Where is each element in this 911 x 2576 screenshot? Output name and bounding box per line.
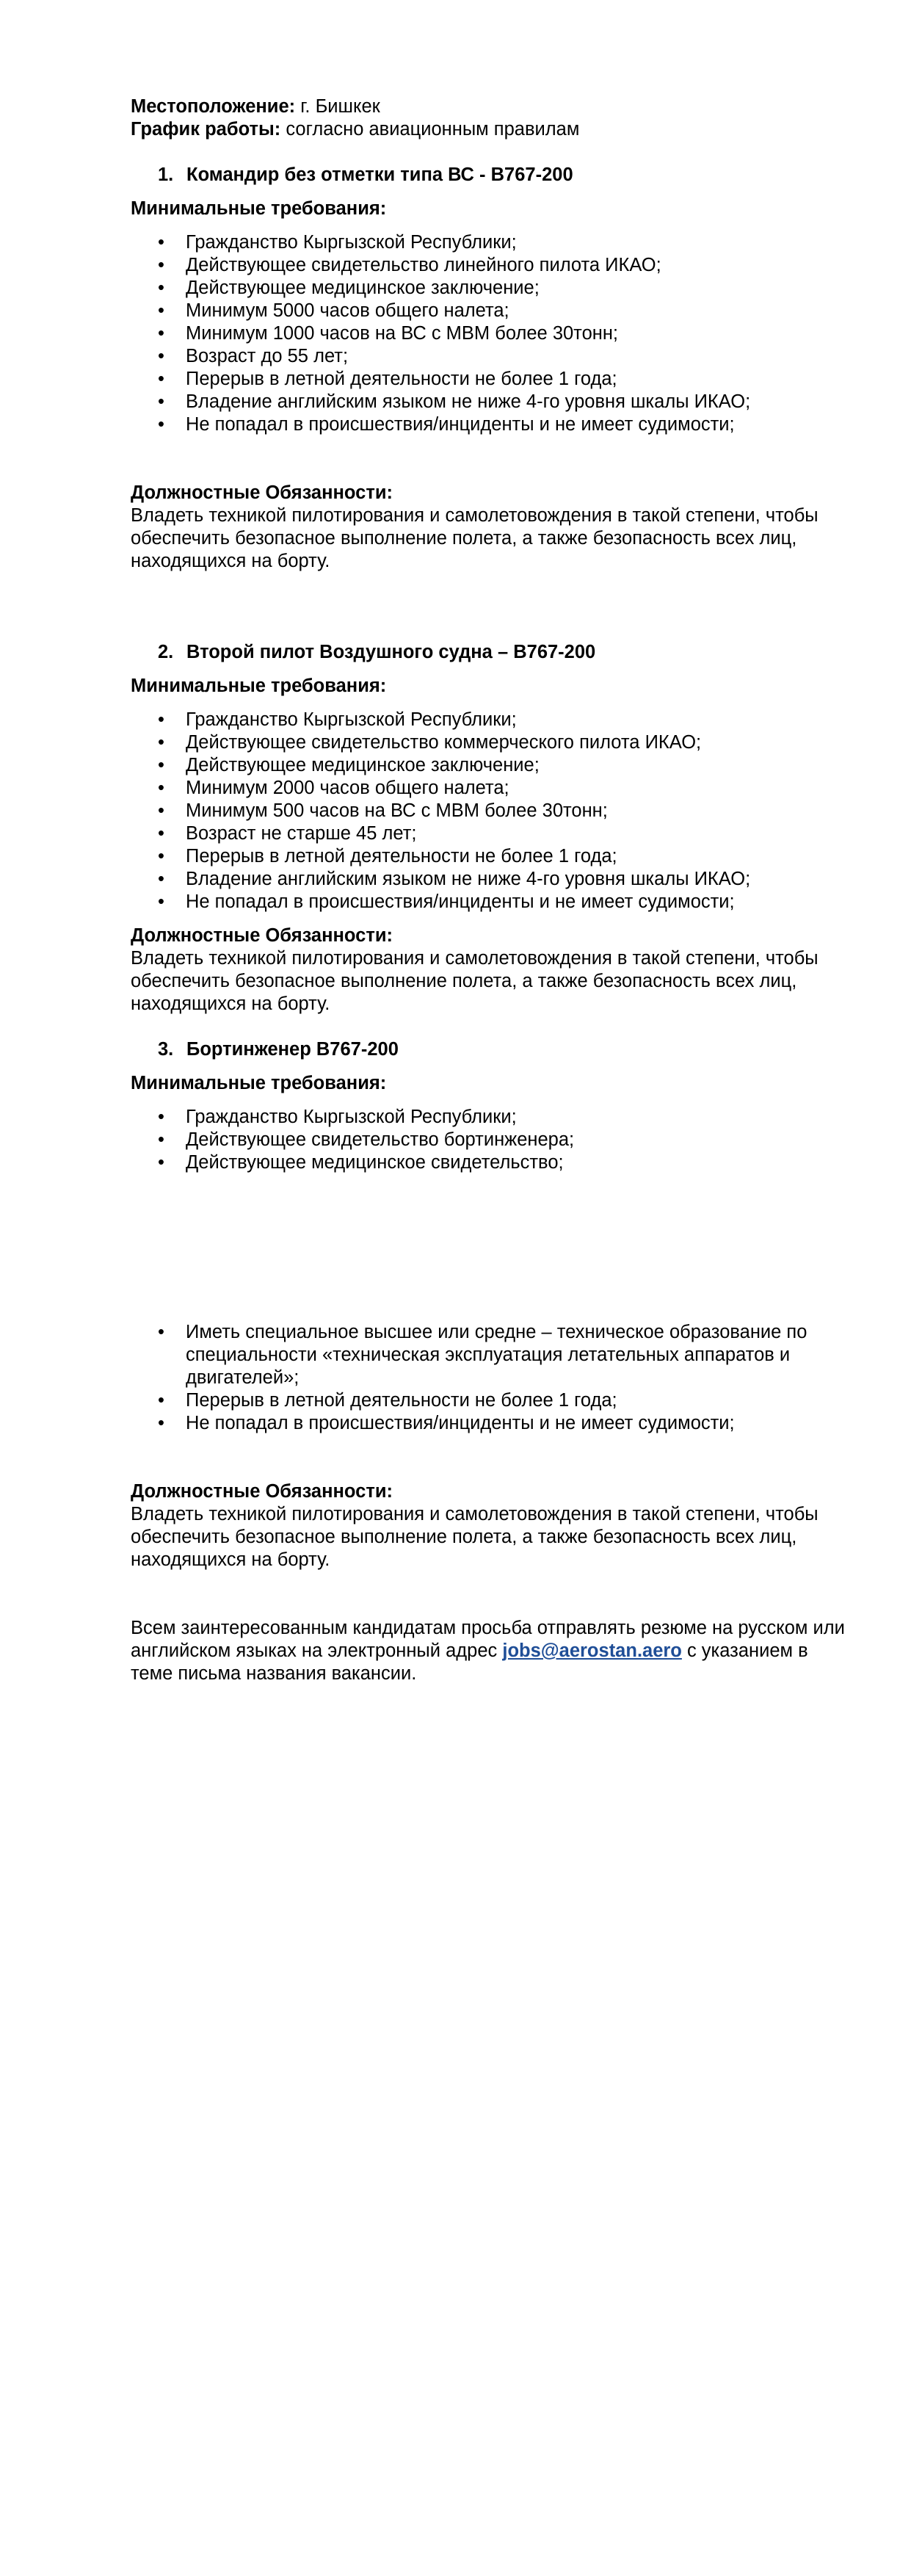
bullet-icon: • [158, 1322, 164, 1342]
schedule-value: согласно авиационным правилам [280, 119, 580, 140]
bullet-icon: • [158, 414, 164, 435]
bullet-icon: • [158, 278, 164, 298]
list-item: • Не попадал в происшествия/инциденты и не имеет судимости; [158, 414, 735, 435]
list-item: • Не попадал в происшествия/инциденты и не имеет судимости; [158, 1413, 735, 1433]
bullet-icon: • [158, 369, 164, 389]
contact-paragraph [131, 1617, 846, 1685]
duties-heading: Должностные Обязанности: [131, 482, 393, 503]
position-title-text: Второй пилот Воздушного судна – В767-200 [186, 642, 596, 662]
duties-heading: Должностные Обязанности: [131, 1481, 393, 1502]
list-item: • Возраст до 55 лет; [158, 346, 349, 366]
position-2 [131, 641, 846, 1016]
position-title [131, 164, 846, 187]
bullet-icon: • [158, 255, 164, 275]
list-item: • Действующее свидетельство линейного пилота ИКАО; [158, 255, 661, 275]
list-item: • Перерыв в летной деятельности не более 1 года; [158, 846, 617, 866]
bullet-icon: • [158, 1107, 164, 1127]
bullet-icon: • [158, 732, 164, 753]
position-title-text: Бортинженер B767-200 [186, 1039, 399, 1060]
email-link[interactable]: jobs@aerostan.aero [502, 1640, 682, 1661]
bullet-icon: • [158, 869, 164, 889]
duties-text: Владеть техникой пилотирования и самолетовождения в такой степени, чтобы обеспечить безопасное выполнение полета, а также безопасность всех лиц, находящихся на борту. [131, 505, 819, 571]
schedule-label: График работы: [131, 119, 281, 140]
location-label: Местоположение: [131, 96, 296, 117]
position-1 [131, 164, 846, 573]
bullet-icon: • [158, 1129, 164, 1150]
location-value: г. Бишкек [295, 96, 380, 117]
position-number: 3. [158, 1039, 174, 1060]
list-item: • Действующее свидетельство бортинженера; [158, 1129, 575, 1150]
list-item: • Минимум 5000 часов общего налета; [158, 300, 509, 321]
bullet-icon: • [158, 391, 164, 412]
schedule-line [131, 118, 846, 141]
duties-text: Владеть техникой пилотирования и самолетовождения в такой степени, чтобы обеспечить безопасное выполнение полета, а также безопасность всех лиц, находящихся на борту. [131, 1504, 819, 1570]
position-number: 1. [158, 164, 174, 185]
bullet-icon: • [158, 323, 164, 344]
list-item: • Действующее медицинское свидетельство; [158, 1152, 564, 1173]
list-item: • Владение английским языком не ниже 4-го уровня шкалы ИКАО; [158, 391, 751, 412]
bullet-icon: • [158, 823, 164, 844]
bullet-icon: • [158, 1152, 164, 1173]
list-item: • Не попадал в происшествия/инциденты и не имеет судимости; [158, 891, 735, 912]
requirements-heading: Минимальные требования: [131, 676, 387, 696]
list-item: • Гражданство Кыргызской Республики; [158, 232, 517, 253]
duties-text: Владеть техникой пилотирования и самолетовождения в такой степени, чтобы обеспечить безопасное выполнение полета, а также безопасность всех лиц, находящихся на борту. [131, 948, 819, 1014]
bullet-icon: • [158, 800, 164, 821]
position-title [131, 1038, 846, 1061]
requirements-list [131, 1106, 846, 1174]
list-item: • Действующее медицинское заключение; [158, 278, 540, 298]
duties-heading: Должностные Обязанности: [131, 925, 393, 946]
bullet-icon: • [158, 891, 164, 912]
list-item: • Перерыв в летной деятельности не более 1 года; [158, 369, 617, 389]
list-item: • Минимум 1000 часов на ВС с МВМ более 30тонн; [158, 323, 619, 344]
contact-text-after: с указанием в теме письма названия вакансии. [131, 1640, 808, 1684]
list-item: • Минимум 500 часов на ВС с МВМ более 30тонн; [158, 800, 608, 821]
requirements-list-continued [131, 1321, 846, 1435]
bullet-icon: • [158, 755, 164, 775]
list-item: • Гражданство Кыргызской Республики; [158, 1107, 517, 1127]
position-title-text: Командир без отметки типа ВС - B767-200 [186, 164, 573, 185]
bullet-icon: • [158, 1413, 164, 1433]
position-title [131, 641, 846, 664]
list-item: • Возраст не старше 45 лет; [158, 823, 417, 844]
requirements-list [131, 709, 846, 913]
location-line [131, 95, 846, 118]
contact-text-before: Всем заинтересованным кандидатам просьба отправлять резюме на русском или английском языках на электронный адрес [131, 1618, 845, 1661]
bullet-icon: • [158, 709, 164, 730]
document-page [131, 95, 846, 1685]
list-item: • Перерыв в летной деятельности не более 1 года; [158, 1390, 617, 1411]
requirements-heading: Минимальные требования: [131, 1073, 387, 1093]
bullet-icon: • [158, 232, 164, 253]
list-item: • Действующее медицинское заключение; [158, 755, 540, 775]
requirements-list [131, 231, 846, 436]
list-item: • Действующее свидетельство коммерческого пилота ИКАО; [158, 732, 702, 753]
list-item: • Владение английским языком не ниже 4-го уровня шкалы ИКАО; [158, 869, 751, 889]
bullet-icon: • [158, 1390, 164, 1411]
list-item: • Гражданство Кыргызской Республики; [158, 709, 517, 730]
bullet-icon: • [158, 846, 164, 866]
bullet-icon: • [158, 346, 164, 366]
bullet-icon: • [158, 778, 164, 798]
bullet-icon: • [158, 300, 164, 321]
position-3 [131, 1038, 846, 1571]
requirements-heading: Минимальные требования: [131, 198, 387, 219]
list-item: • Минимум 2000 часов общего налета; [158, 778, 509, 798]
list-item: • Иметь специальное высшее или средне – техническое образование по специальности «техническая эксплуатация летательных аппаратов и двигателей»; [158, 1322, 807, 1388]
position-number: 2. [158, 642, 174, 662]
